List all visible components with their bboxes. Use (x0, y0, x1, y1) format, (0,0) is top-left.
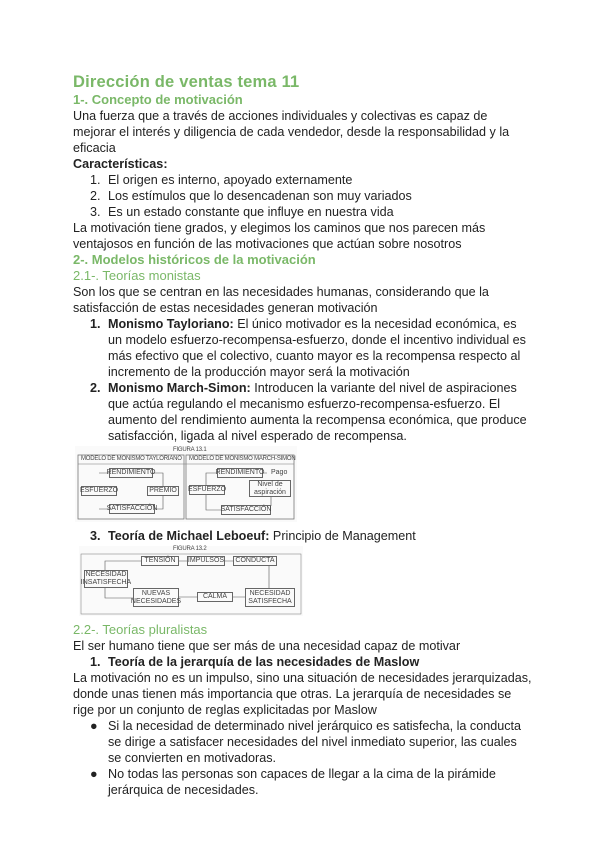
subsection-heading: 2.1-. Teorías monistas (73, 268, 201, 283)
figure-left-title: MODELO DE MONISMO TAYLORIANO (81, 456, 182, 462)
box-calma: CALMA (197, 592, 233, 602)
section-heading: 2-. Modelos históricos de la motivación (73, 252, 316, 267)
box-conducta: CONDUCTA (233, 556, 277, 566)
box-rendimiento: RENDIMIENTO (106, 469, 156, 476)
box-satisfaccion-ms: SATISFACCIÓN (220, 506, 272, 513)
list-item: 3. Es un estado constante que influye en nuestra vida (90, 205, 394, 219)
box-impulsos: IMPULSOS (187, 557, 225, 564)
list-item: 2. Monismo March-Simon: Introducen la variante del nivel de aspiraciones que actúa regulando el mecanismo esfuerzo-recompensa-esfuerzo. El aumento del rendimiento aumenta la recompensa económica, que produce satisfacción, ligada al nivel esperado de recompensa. (90, 381, 527, 443)
bullet-list (73, 718, 533, 798)
figure-leboeuf-cycle (79, 546, 303, 616)
list-item: 1. El origen es interno, apoyado externamente (90, 173, 353, 187)
section-heading: 1-. Concepto de motivación (73, 92, 243, 107)
box-nivel-aspiracion: Nivel de aspiración (249, 480, 291, 497)
features-list (73, 172, 533, 220)
box-nuevas-necesidades: NUEVAS NECESIDADES (133, 588, 179, 607)
subsection-heading: 2.2-. Teorías pluralistas (73, 622, 208, 637)
box-satisfaccion: SATISFACCIÓN (106, 505, 158, 512)
list-item: 1. Teoría de la jerarquía de las necesidades de Maslow (90, 655, 420, 669)
list-item: 3. Teoría de Michael Leboeuf: Principio de Management (90, 529, 416, 543)
box-rendimiento-ms: RENDIMIENTO (215, 469, 265, 476)
bullet-icon: ● (90, 767, 98, 781)
box-necesidad-satisfecha: NECESIDAD SATISFECHA (245, 588, 295, 607)
box-esfuerzo-ms: ESFUERZO (187, 486, 227, 493)
figure-right-title: MODELO DE MONISMO MARCH-SIMON (189, 456, 296, 462)
figure-monism-models (75, 446, 297, 522)
document-title: Dirección de ventas tema 11 (73, 73, 300, 91)
box-tension: TENSIÓN (141, 556, 179, 566)
box-premio: PREMIO (147, 486, 179, 496)
bullet-icon: ● (90, 719, 98, 733)
list-item: 1. Monismo Tayloriano: El único motivador es la necesidad económica, es un modelo esfuerzo-recompensa-esfuerzo, donde el incentivo individual es más efectivo que el colectivo, cuanto mayor es la recompensa respecto al incremento de la producción mayor será la motivación (90, 317, 526, 379)
list-item: ● No todas las personas son capaces de llegar a la cima de la pirámide jerárquica de necesidades. (90, 767, 496, 797)
figure-caption: FIGURA 13.1 (173, 447, 207, 453)
paragraph: La motivación tiene grados, y elegimos los caminos que nos parecen más ventajosos en función de las motivaciones que actúan sobre nosotros (73, 221, 486, 251)
list-item: 2. Los estímulos que lo desencadenan son muy variados (90, 189, 412, 203)
box-necesidad-insatisfecha: NECESIDAD INSATISFECHA (80, 571, 132, 586)
paragraph: Son los que se centran en las necesidades humanas, considerando que la satisfacción de estas necesidades generan motivación (73, 285, 489, 315)
list-item: ● Si la necesidad de determinado nivel jerárquico es satisfecha, la conducta se dirige a satisfacer necesidades del nivel inmediato superior, las cuales se convierten en motivadoras. (90, 719, 522, 765)
figure-caption: FIGURA 13.2 (173, 546, 207, 552)
paragraph: El ser humano tiene que ser más de una necesidad capaz de motivar (73, 639, 461, 653)
label-pago: Pago (271, 469, 288, 476)
box-esfuerzo: ESFUERZO (79, 487, 119, 494)
paragraph: Una fuerza que a través de acciones individuales y colectivas es capaz de mejorar el interés y diligencia de cada vendedor, desde la responsabilidad y la eficacia (73, 109, 510, 155)
features-label: Características: (73, 157, 168, 171)
paragraph: La motivación no es un impulso, sino una situación de necesidades jerarquizadas, donde unas tienen más importancia que otras. La jerarquía de necesidades se rige por un conjunto de reglas explicitadas por Maslow (73, 671, 532, 717)
